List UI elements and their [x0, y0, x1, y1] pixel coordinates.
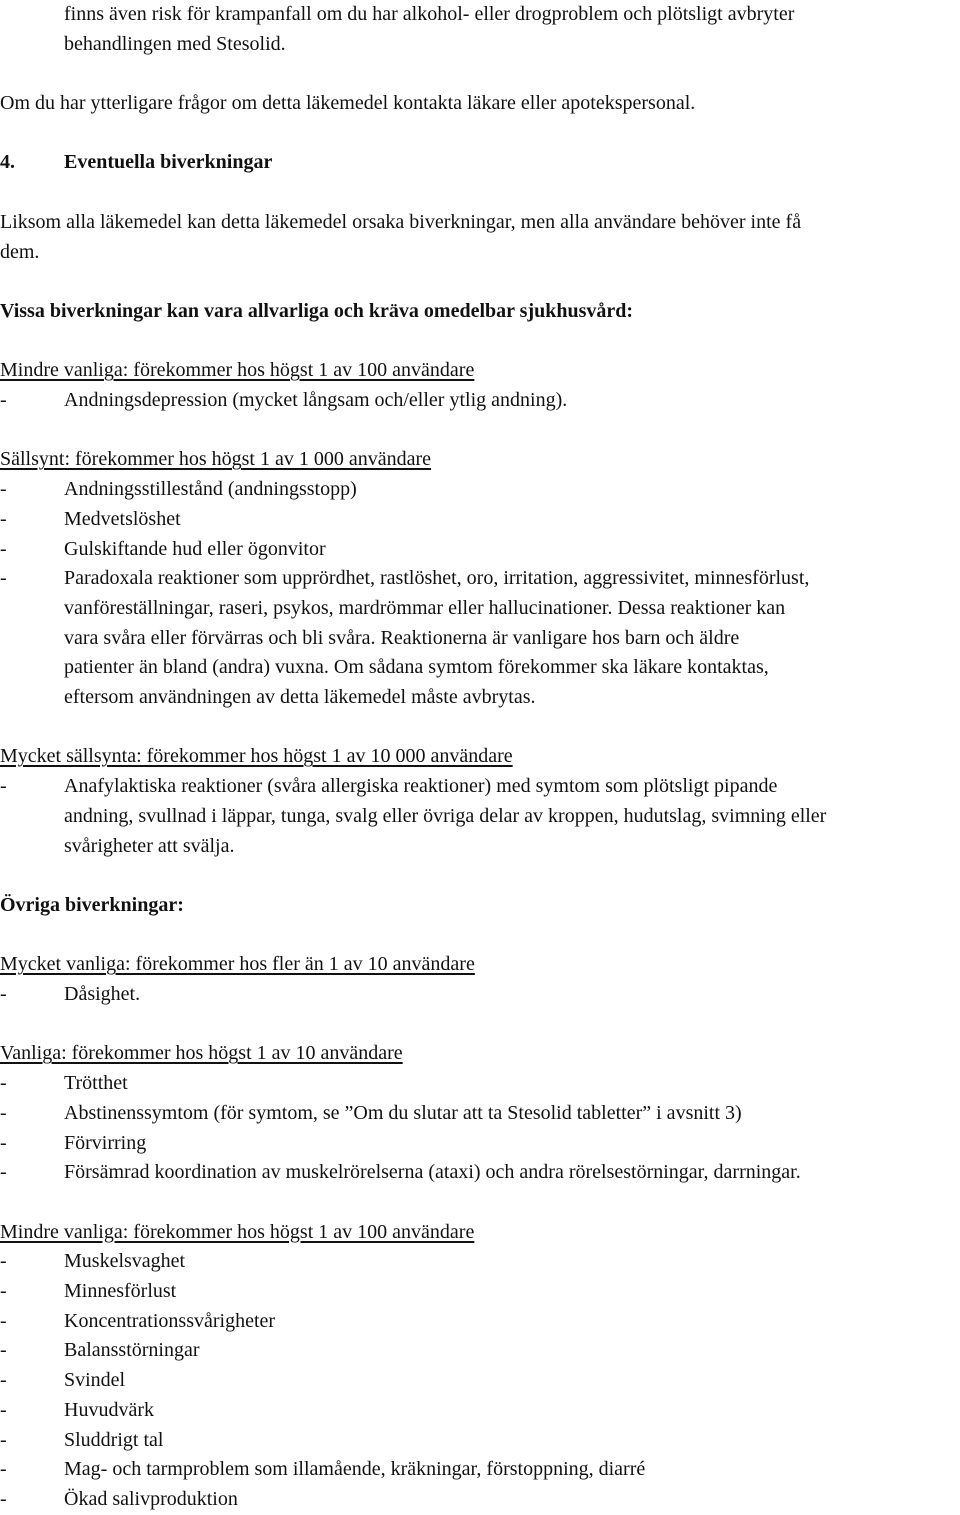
section-number: 4.: [0, 151, 15, 174]
intro-line-1: finns även risk för krampanfall om du har alkohol- eller drogproblem och plötsligt avbryter: [64, 3, 795, 25]
frequency-label: Vanliga: förekommer hos högst 1 av 10 användare: [0, 1042, 403, 1065]
list-item: - Medvetslöshet: [0, 507, 181, 530]
list-item-anaphylaxis: - Anafylaktiska reaktioner (svåra allergiska reaktioner) med symtom som plötsligt pipande andning, svullnad i läppar, tunga, svalg eller övriga delar av kroppen, hudutslag, svimning eller svårigheter att svälja.: [0, 775, 827, 857]
list-item: - Dåsighet.: [0, 983, 141, 1006]
general-line-1: Liksom alla läkemedel kan detta läkemedel orsaka biverkningar, men alla användare behöver inte få: [0, 210, 802, 233]
frequency-label: Sällsynt: förekommer hos högst 1 av 1 000 användare: [0, 448, 432, 471]
list-item: - Muskelsvaghet: [0, 1250, 186, 1273]
list-item: - Trötthet: [0, 1072, 128, 1095]
list-item: - Svindel: [0, 1369, 126, 1392]
list-item: - Koncentrationssvårigheter: [0, 1309, 276, 1332]
list-item: - Abstinenssymtom (för symtom, se ”Om du slutar att ta Stesolid tabletter” i avsnitt 3): [0, 1101, 742, 1124]
list-item: - Ökad salivproduktion: [0, 1487, 238, 1510]
serious-heading: Vissa biverkningar kan vara allvarliga och kräva omedelbar sjukhusvård:: [0, 299, 634, 322]
frequency-label: Mindre vanliga: förekommer hos högst 1 av 100 användare: [0, 1220, 475, 1243]
questions-text: Om du har ytterligare frågor om detta läkemedel kontakta läkare eller apotekspersonal.: [0, 92, 696, 115]
list-item: - Mag- och tarmproblem som illamående, kräkningar, förstoppning, diarré: [0, 1458, 646, 1481]
list-item: - Förvirring: [0, 1131, 147, 1154]
other-heading: Övriga biverkningar:: [0, 893, 184, 916]
frequency-label: Mycket vanliga: förekommer hos fler än 1 av 10 användare: [0, 953, 475, 976]
general-line-2: dem.: [0, 240, 40, 263]
list-item: - Andningsdepression (mycket långsam och/eller ytlig andning).: [0, 389, 568, 412]
list-item: - Försämrad koordination av muskelrörelserna (ataxi) och andra rörelsestörningar, darrningar.: [0, 1161, 801, 1184]
frequency-label: Mindre vanliga: förekommer hos högst 1 av 100 användare: [0, 359, 475, 382]
list-item: - Sluddrigt tal: [0, 1428, 164, 1451]
section-heading: [0, 148, 960, 178]
list-item: - Balansstörningar: [0, 1339, 200, 1362]
list-item: - Huvudvärk: [0, 1398, 154, 1421]
intro-line-2: behandlingen med Stesolid.: [64, 32, 286, 55]
list-item: - Minnesförlust: [0, 1280, 177, 1303]
list-item-paradox: - Paradoxala reaktioner som upprördhet, rastlöshet, oro, irritation, aggressivitet, minnesförlust, vanföreställningar, raseri, psykos, mardrömmar eller hallucinationer. Dessa reaktioner kan vara svåra eller förvärras och bli svåra. Reaktionerna är vanligare hos barn och äldre patienter än bland (andra) vuxna. Om sådana symtom förekommer ska läkare kontaktas, eftersom användningen av detta läkemedel måste avbrytas.: [0, 567, 810, 709]
list-item: - Gulskiftande hud eller ögonvitor: [0, 537, 326, 560]
list-item: - Andningsstillestånd (andningsstopp): [0, 478, 357, 501]
frequency-label: Mycket sällsynta: förekommer hos högst 1 av 10 000 användare: [0, 745, 513, 768]
section-title: Eventuella biverkningar: [64, 151, 273, 174]
